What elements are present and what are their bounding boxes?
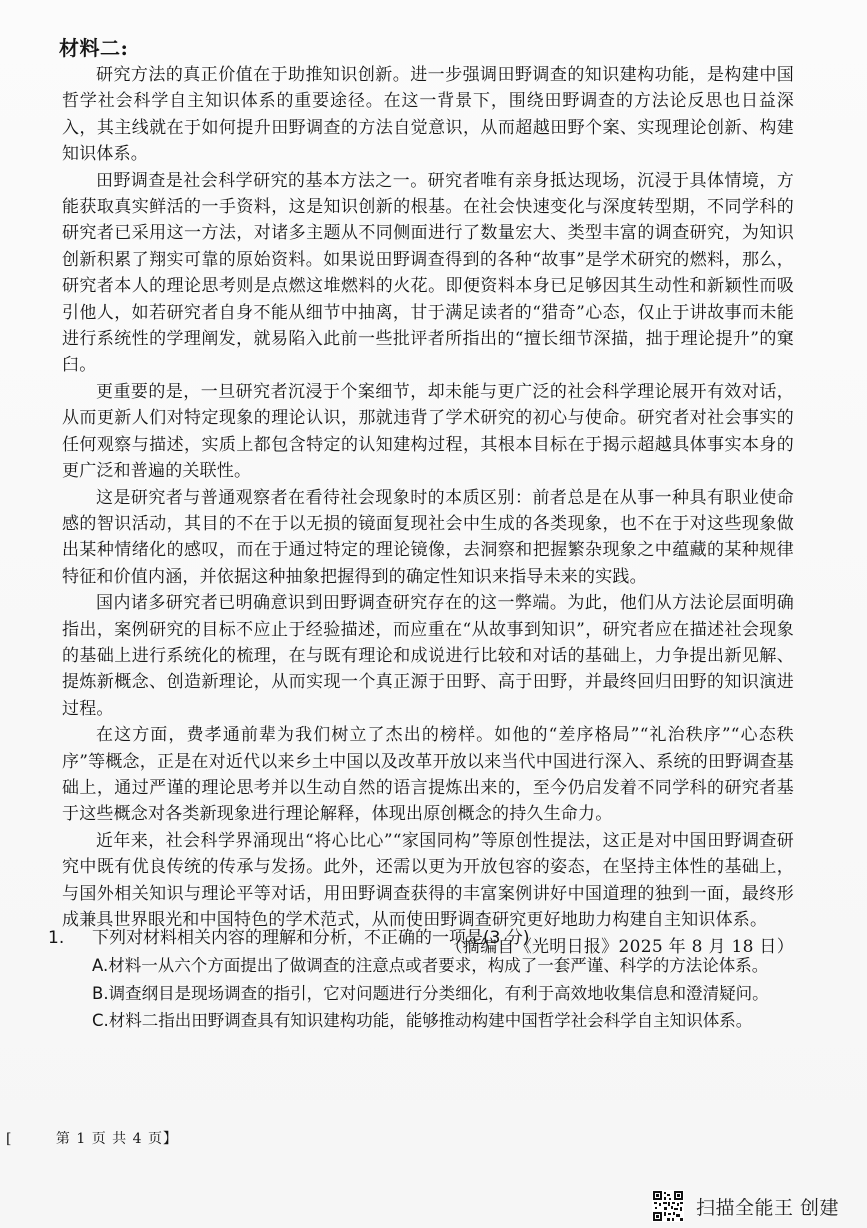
option-c: C.材料二指出田野调查具有知识建构功能，能够推动构建中国哲学社会科学自主知识体系。 <box>92 1011 753 1030</box>
material-heading: 材料二: <box>59 36 129 60</box>
question-1 <box>48 924 802 1035</box>
option-a: A.材料一从六个方面提出了做调查的注意点或者要求，构成了一套严谨、科学的方法论体系。 <box>92 956 769 975</box>
page-number: 第 1 页 共 4 页】 <box>55 1131 178 1147</box>
material-paragraph: 这是研究者与普通观察者在看待社会现象时的本质区别：前者总是在从事一种具有职业使命感的智识活动，其目的不在于以无损的镜面复现社会中生成的各类现象，也不在于对这些现象做出某种情绪化的感叹，而在于通过特定的理论镜像，去洞察和把握繁杂现象之中蕴藏的某种规律特征和价值内涵，并依据这种抽象把握得到的确定性知识来指导未来的实践。 <box>62 487 794 587</box>
material-paragraph: 更重要的是，一旦研究者沉浸于个案细节，却未能与更广泛的社会科学理论展开有效对话，从而更新人们对特定现象的理论认识，那就违背了学术研究的初心与使命。研究者对社会事实的任何观察与描述，实质上都包含特定的认知建构过程，其根本目标在于揭示超越具体事实本身的更广泛和普遍的关联性。 <box>62 381 794 482</box>
question-stem-row <box>48 924 802 952</box>
material-paragraph: 研究方法的真正价值在于助推知识创新。进一步强调田野调查的知识建构功能，是构建中国哲学社会科学自主知识体系的重要途径。在这一背景下，围绕田野调查的方法论反思也日益深入，其主线就在于如何提升田野调查的方法自觉意识，从而超越田野个案、实现理论创新、构建知识体系。 <box>62 65 794 165</box>
page-footer <box>6 1128 178 1148</box>
material-two <box>59 34 794 961</box>
source-citation: （摘编自《光明日报》2025 年 8 月 18 日） <box>445 937 794 958</box>
footer-bracket: [ <box>6 1131 13 1147</box>
material-paragraph: 国内诸多研究者已明确意识到田野调查研究存在的这一弊端。为此，他们从方法论层面明确指出，案例研究的目标不应止于经验描述，而应重在“从故事到知识”，研究者应在描述社会现象的基础上进行系统化的梳理，在与既有理论和成说进行比较和对话的基础上，力争提出新见解、提炼新概念、创造新理论，从而实现一个真正源于田野、高于田野，并最终回归田野的知识演进过程。 <box>62 593 794 719</box>
scanner-watermark-text: 扫描全能王 创建 <box>696 1196 840 1219</box>
option-b: B.调查纲目是现场调查的指引，它对问题进行分类细化，有利于高效地收集信息和澄清疑问。 <box>92 983 769 1003</box>
material-paragraph: 在这方面，费孝通前辈为我们树立了杰出的榜样。如他的“差序格局”“礼治秩序”“心态秩序”等概念，正是在对近代以来乡土中国以及改革开放以来当代中国进行深入、系统的田野调查基础上，通过严谨的理论思考并以生动自然的语言提炼出来的，至今仍启发着不同学科的研究者基于这些概念对各类新现象进行理论解释，体现出原创概念的持久生命力。 <box>62 725 794 825</box>
question-stem: 下列对材料相关内容的理解和分析，不正确的一项是(3 分) <box>92 928 530 948</box>
qr-code-icon <box>652 1190 684 1222</box>
scanner-watermark <box>652 1190 839 1222</box>
material-paragraph: 田野调查是社会科学研究的基本方法之一。研究者唯有亲身抵达现场，沉浸于具体情境，方能获取真实鲜活的一手资料，这是知识创新的根基。在社会快速变化与深度转型期，不同学科的研究者已采用这一方法，对诸多主题从不同侧面进行了数量宏大、类型丰富的调查研究，为知识创新积累了翔实可靠的原始资料。如果说田野调查得到的各种“故事”是学术研究的燃料，那么，研究者本人的理论思考则是点燃这堆燃料的火花。即便资料本身已足够因其生动性和新颖性而吸引他人，如若研究者自身不能从细节中抽离，甘于满足读者的“猎奇”心态，仅止于讲故事而未能进行系统性的学理阐发，就易陷入此前一些批评者所指出的“擅长细节深描，拙于理论提升”的窠臼。 <box>62 170 794 376</box>
material-paragraph: 近年来，社会科学界涌现出“将心比心”“家国同构”等原创性提法，这正是对中国田野调查研究中既有优良传统的传承与发扬。此外，还需以更为开放包容的姿态，在坚持主体性的基础上，与国外相关知识与理论平等对话，用田野调查获得的丰富案例讲好中国道理的独到一面，最终形成兼具世界眼光和中国特色的学术范式，从而使田野调查研究更好地助力构建自主知识体系。 <box>62 830 794 930</box>
question-number: 1. <box>48 928 65 948</box>
